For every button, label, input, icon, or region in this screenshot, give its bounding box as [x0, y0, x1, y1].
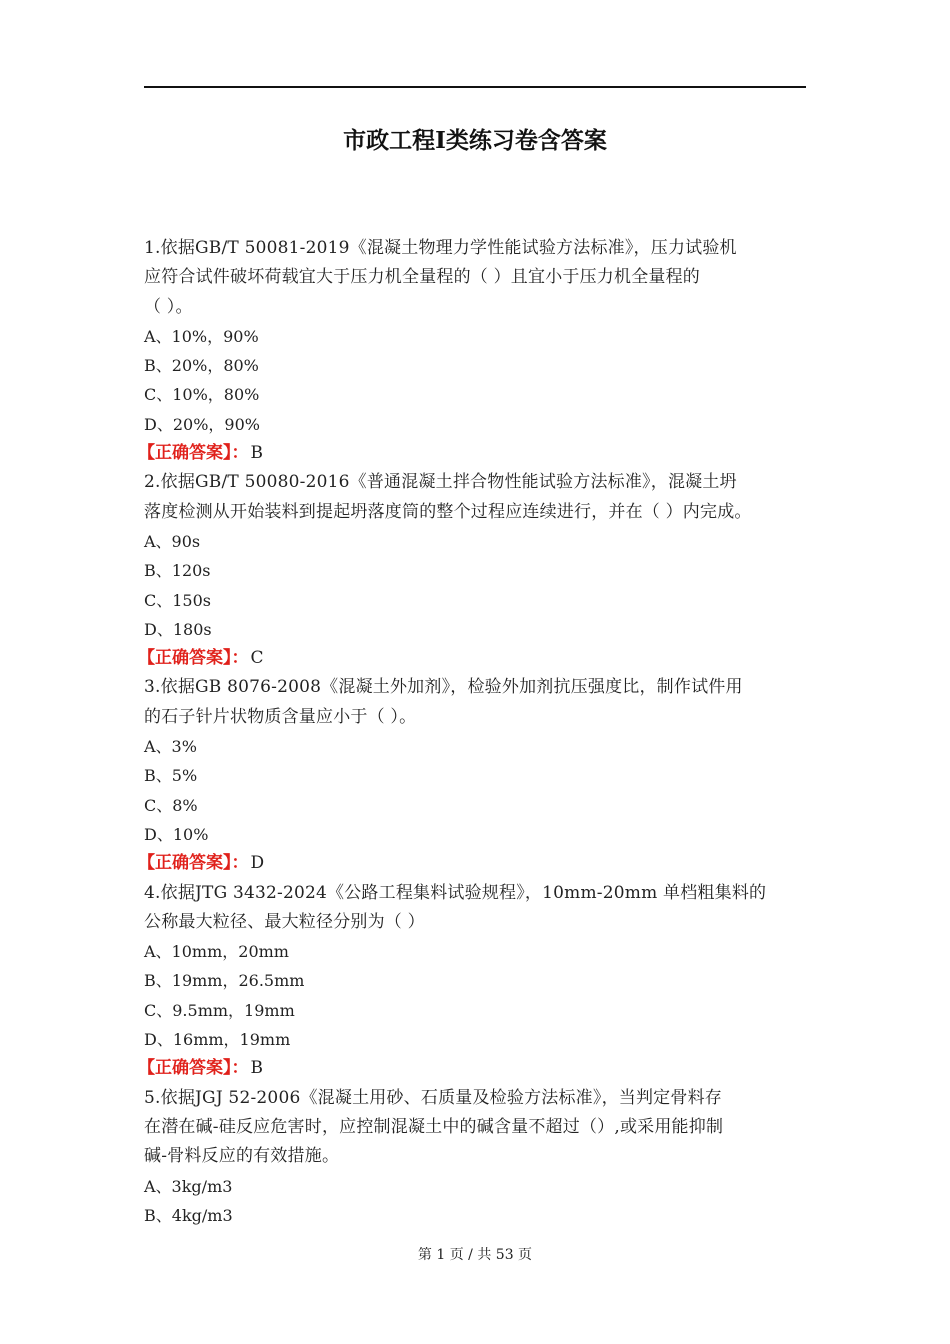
answer-value: D: [250, 853, 265, 874]
option-d: D、10%: [144, 824, 209, 844]
question-block: [138, 673, 814, 878]
option-c: C、8%: [144, 795, 198, 815]
question-text-line: 5.依据JGJ 52-2006《混凝土用砂、石质量及检验方法标准》，当判定骨料存: [144, 1087, 722, 1108]
option-a: A、10mm，20mm: [144, 942, 289, 962]
question-text-line: 在潜在碱-硅反应危害时，应控制混凝土中的碱含量不超过（）,或采用能抑制: [144, 1116, 724, 1137]
option-c: C、9.5mm，19mm: [144, 1000, 295, 1020]
question-text-line: 碱-骨料反应的有效措施。: [144, 1146, 340, 1167]
option-b: B、120s: [144, 561, 211, 581]
answer-label: 【正确答案】：: [138, 1058, 249, 1079]
answer-value: B: [250, 443, 263, 464]
question-block: [138, 879, 814, 1084]
answer-row: [138, 644, 814, 673]
option-d: D、16mm，19mm: [144, 1030, 291, 1050]
question-block: [144, 1084, 814, 1230]
document-title: 市政工程Ⅰ类练习卷含答案: [343, 127, 607, 154]
answer-value: C: [250, 648, 264, 669]
option-b: B、19mm，26.5mm: [144, 971, 305, 991]
answer-row: [138, 1054, 814, 1083]
header-rule: [144, 86, 806, 88]
question-block: [138, 234, 814, 468]
question-list: [138, 234, 814, 1230]
page-footer: 第 1 页 / 共 53 页: [417, 1247, 533, 1263]
answer-row: [138, 439, 814, 468]
question-text-line: （ ）。: [144, 296, 193, 317]
question-block: [138, 468, 814, 673]
question-text-line: 4.依据JTG 3432-2024《公路工程集料试验规程》，10mm-20mm 单档粗集料的: [144, 882, 767, 903]
option-a: A、3kg/m3: [144, 1176, 233, 1196]
option-b: B、20%，80%: [144, 356, 259, 376]
question-text-line: 2.依据GB/T 50080-2016《普通混凝土拌合物性能试验方法标准》，混凝土坍: [144, 472, 737, 493]
answer-value: B: [250, 1058, 263, 1079]
option-d: D、20%，90%: [144, 414, 260, 434]
question-text-line: 应符合试件破坏荷载宜大于压力机全量程的（ ）且宜小于压力机全量程的: [144, 267, 701, 288]
answer-label: 【正确答案】：: [138, 853, 249, 874]
option-c: C、10%，80%: [144, 385, 260, 405]
option-d: D、180s: [144, 619, 212, 639]
question-text-line: 3.依据GB 8076-2008《混凝土外加剂》，检验外加剂抗压强度比，制作试件用: [144, 677, 743, 698]
answer-label: 【正确答案】：: [138, 648, 249, 669]
question-text-line: 的石子针片状物质含量应小于（ ）。: [144, 706, 417, 727]
option-b: B、5%: [144, 766, 198, 786]
question-text-line: 1.依据GB/T 50081-2019《混凝土物理力学性能试验方法标准》，压力试验机: [144, 238, 737, 258]
answer-label: 【正确答案】：: [138, 443, 249, 464]
question-text-line: 落度检测从开始装料到提起坍落度筒的整个过程应连续进行，并在（ ）内完成。: [144, 501, 752, 522]
option-a: A、90s: [144, 531, 201, 551]
option-a: A、3%: [144, 737, 197, 757]
answer-row: [138, 849, 814, 878]
question-text-line: 公称最大粒径、最大粒径分别为（ ）: [144, 911, 425, 932]
option-a: A、10%，90%: [144, 326, 259, 346]
option-c: C、150s: [144, 590, 211, 610]
option-b: B、4kg/m3: [144, 1205, 233, 1225]
